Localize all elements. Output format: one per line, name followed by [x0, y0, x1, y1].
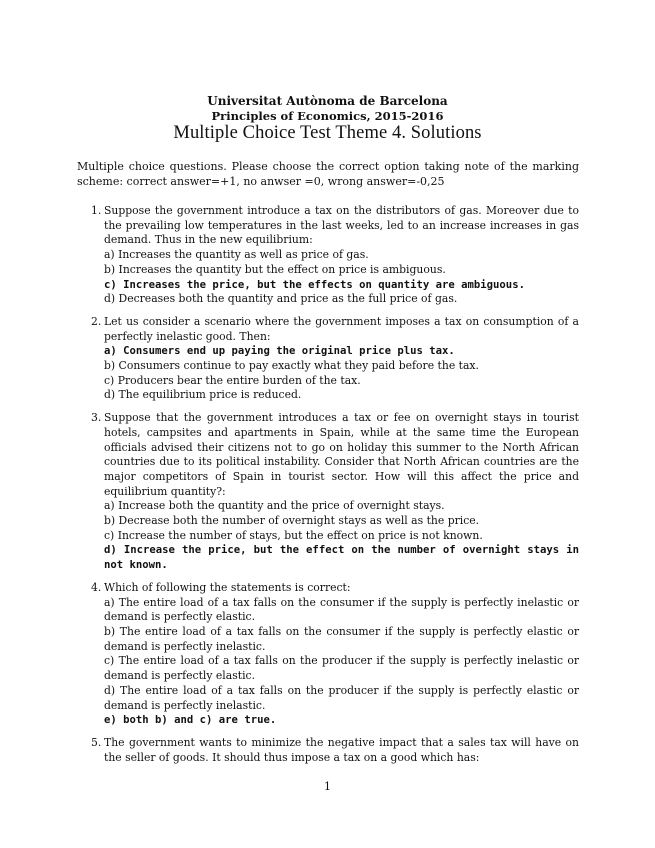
- answer-option: d) The entire load of a tax falls on the producer if the supply is perfectly elastic or demand is perfectly inelastic.: [104, 683, 579, 712]
- question-stem: Which of following the statements is correct:: [104, 580, 351, 594]
- page-number: 1: [324, 780, 331, 793]
- question-list: [77, 204, 579, 773]
- question-stem: The government wants to minimize the negative impact that a sales tax will have on the seller of goods. It should thus impose a tax on a good which has:: [104, 735, 579, 764]
- answer-option: d) Decreases both the quantity and price as the full price of gas.: [104, 292, 458, 306]
- answer-option: c) Increase the number of stays, but the effect on price is not known.: [104, 528, 483, 542]
- page-title: Multiple Choice Test Theme 4. Solutions: [173, 123, 482, 143]
- question-4: [77, 581, 579, 728]
- answer-option: c) Producers bear the entire burden of the tax.: [104, 373, 361, 387]
- course-name: Principles of Economics, 2015-2016: [211, 109, 444, 123]
- answer-option: b) Increases the quantity but the effect on price is ambiguous.: [104, 262, 446, 276]
- correct-answer-option: d) Increase the price, but the effect on the number of overnight stays in not known.: [104, 544, 579, 572]
- question-number: 4.: [91, 580, 102, 594]
- university-name: Universitat Autònoma de Barcelona: [207, 94, 448, 108]
- correct-answer-option: a) Consumers end up paying the original price plus tax.: [104, 345, 455, 358]
- question-3: [77, 411, 579, 573]
- instructions-paragraph: Multiple choice questions. Please choose the correct option taking note of the marking scheme: correct answer=+1, no anwser =0, wrong answer=-0,25: [77, 160, 579, 188]
- answer-option: b) Consumers continue to pay exactly what they paid before the tax.: [104, 359, 479, 373]
- answer-option: a) Increase both the quantity and the price of overnight stays.: [104, 499, 445, 513]
- question-number: 2.: [91, 314, 102, 328]
- answer-option: d) The equilibrium price is reduced.: [104, 388, 302, 402]
- correct-answer-option: e) both b) and c) are true.: [104, 714, 277, 727]
- question-2: [77, 315, 579, 403]
- question-stem: Suppose that the government introduces a tax or fee on overnight stays in tourist hotels, campsites and apartments in Spain, while at the same time the European officials advised their citizens not to go on holiday this summer to the North African countries due to its political instability. Consider that North African countries are the major competitors of Spain in tourist sector. How will this affect the price and equilibrium quantity?:: [104, 411, 579, 498]
- answer-option: b) The entire load of a tax falls on the consumer if the supply is perfectly elastic or demand is perfectly inelastic.: [104, 624, 579, 653]
- question-1: [77, 204, 579, 307]
- answer-option: b) Decrease both the number of overnight stays as well as the price.: [104, 514, 480, 528]
- question-stem: Suppose the government introduce a tax on the distributors of gas. Moreover due to the prevailing low temperatures in the last weeks, led to an increase increases in gas demand. Thus in the new equilibrium:: [104, 204, 579, 247]
- answer-option: a) The entire load of a tax falls on the consumer if the supply is perfectly inelastic or demand is perfectly elastic.: [104, 595, 579, 624]
- answer-option: c) The entire load of a tax falls on the producer if the supply is perfectly inelastic or demand is perfectly elastic.: [104, 654, 579, 683]
- question-stem: Let us consider a scenario where the government imposes a tax on consumption of a perfectly inelastic good. Then:: [104, 314, 579, 343]
- question-5: [77, 736, 579, 765]
- question-number: 1.: [91, 204, 102, 217]
- question-number: 3.: [91, 411, 102, 425]
- question-number: 5.: [91, 735, 102, 749]
- correct-answer-option: c) Increases the price, but the effects on quantity are ambiguous.: [104, 278, 525, 291]
- answer-option: a) Increases the quantity as well as price of gas.: [104, 248, 369, 262]
